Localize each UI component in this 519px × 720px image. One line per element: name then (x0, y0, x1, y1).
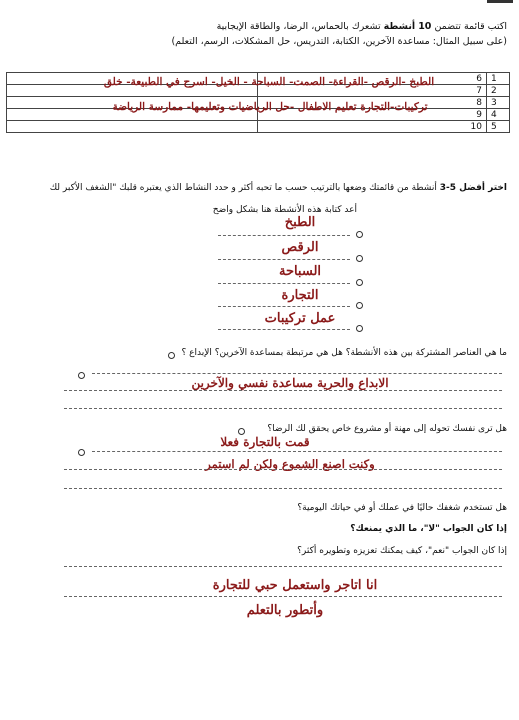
table-cell-num: 10 (258, 121, 487, 133)
table-cell-left[interactable] (7, 121, 258, 133)
question-if-no: إذا كان الجواب "لا"، ما الذي يمنعك؟ (350, 524, 507, 534)
bullet-circle (78, 372, 85, 379)
top-activity-5: عمل تركيبات (264, 311, 336, 326)
answer-line (64, 390, 502, 391)
bullet-circle (356, 255, 363, 262)
handwritten-activities-line-1: الطبخ -الرقص -القراءة- الصمت- السباحة - الخيل- اسرح في الطبيعة- خلق (103, 76, 435, 88)
answer-current-use-1: انا اتاجر واستعمل حبي للتجارة (212, 578, 378, 593)
answer-line (64, 596, 502, 597)
answer-line (64, 566, 502, 567)
question-current-use: هل تستخدم شغفك حاليًا في عملك أو في حياتك اليومية؟ (297, 503, 507, 513)
instruction-bold: أنشطة (383, 21, 416, 32)
answer-line (218, 329, 350, 330)
answer-line (92, 451, 502, 452)
corner-mark (487, 0, 513, 3)
table-cell-num: 8 (258, 97, 487, 109)
top-activity-2: الرقص (281, 240, 319, 255)
table-cell-num: 1 (487, 73, 510, 85)
top-activity-3: السباحة (278, 264, 322, 279)
bullet-circle (356, 325, 363, 332)
instruction-line-1 (217, 21, 507, 32)
table-cell-num: 9 (258, 109, 487, 121)
answer-career-2: وكنت اصنع الشموع ولكن لم استمر (205, 457, 375, 471)
answer-line (218, 235, 350, 236)
table-cell-num: 2 (487, 85, 510, 97)
section2-subtitle: أعد كتابة هذه الأنشطة هنا بشكل واضح (212, 205, 357, 215)
answer-common-elements: الابداع والحرية مساعدة نفسي والآخرين (191, 376, 389, 390)
answer-line (92, 373, 502, 374)
question-if-yes: إذا كان الجواب "نعم"، كيف يمكنك تعزيزه وتطويره أكثر؟ (297, 546, 507, 556)
instruction-line-2: (على سبيل المثال: مساعدة الآخرين، الكتابة، التدريس، حل المشكلات، الرسم، التعلم) (171, 36, 507, 47)
instruction-suffix: تشعرك بالحماس، الرضا، والطاقة الإيجابية (216, 21, 381, 32)
answer-line (64, 469, 502, 470)
bullet-circle (356, 279, 363, 286)
answer-line (218, 283, 350, 284)
top-activity-4: التجارة (281, 288, 319, 303)
answer-line (64, 488, 502, 489)
answer-line (64, 408, 502, 409)
handwritten-activities-line-2: تركيبات-التجارة تعليم الاطفال -حل الرياضيات وتعليمها- ممارسة الرياضة (112, 101, 428, 113)
top-activity-1: الطبخ (284, 215, 316, 230)
answer-current-use-2: وأتطور بالتعلم (246, 603, 324, 618)
table-cell-num: 6 (258, 73, 487, 85)
table-cell-num: 3 (487, 97, 510, 109)
instruction-prefix: اكتب قائمة تتضمن (434, 21, 507, 32)
answer-career-1: قمت بالتجارة فعلا (220, 435, 310, 449)
question-career: هل ترى نفسك تحوله إلى مهنة أو مشروع خاص يحقق لك الرضا؟ (267, 424, 507, 434)
section2-prompt-bold: اختر أفضل 5-3 (439, 183, 507, 193)
table-cell-num: 4 (487, 109, 510, 121)
answer-line (218, 306, 350, 307)
table-row (7, 121, 510, 133)
bullet-circle (356, 302, 363, 309)
bullet-circle (356, 231, 363, 238)
answer-line (218, 259, 350, 260)
question-common-elements: ما هي العناصر المشتركة بين هذه الأنشطة؟ هل هي مرتبطة بمساعدة الآخرين؟ الإبداع ؟ (181, 348, 507, 358)
instruction-count: 10 (418, 21, 432, 32)
bullet-circle (238, 428, 245, 435)
table-cell-num: 7 (258, 85, 487, 97)
section2-prompt (50, 183, 507, 193)
bullet-circle (168, 352, 175, 359)
table-cell-num: 5 (487, 121, 510, 133)
bullet-circle (78, 449, 85, 456)
section2-prompt-text: أنشطة من قائمتك وضعها بالترتيب حسب ما تحبه أكثر و حدد النشاط الذي يعتبره قلبك "الشغف الأكبر لك (49, 183, 437, 193)
